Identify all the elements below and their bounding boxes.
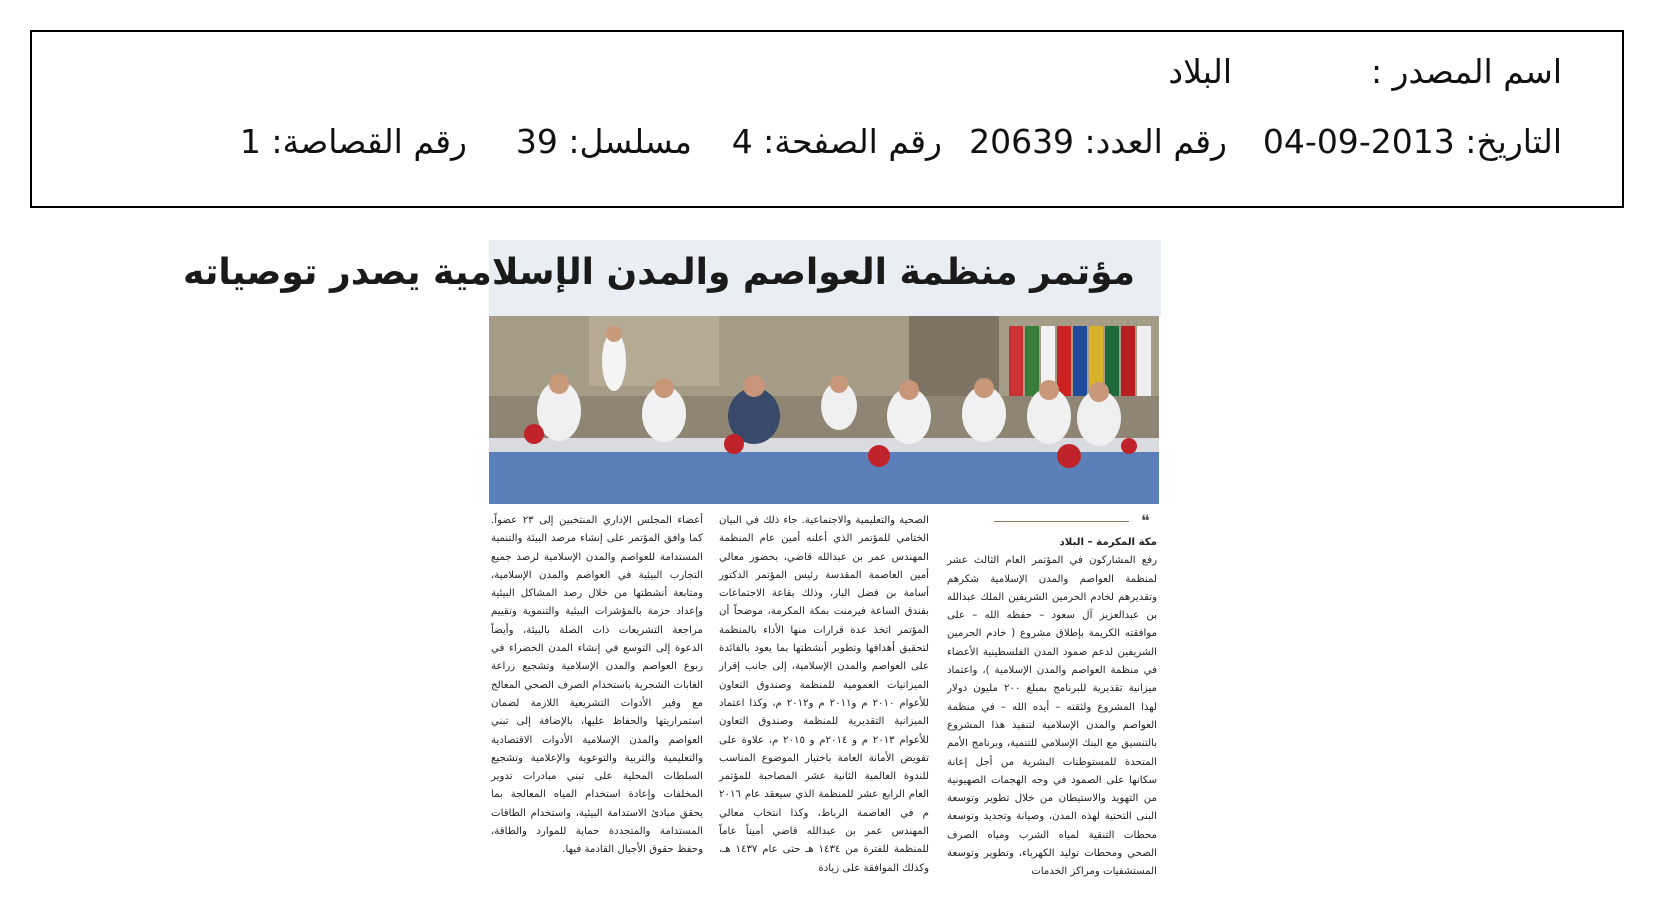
article-text-col1: رفع المشاركون في المؤتمر العام الثالث عشر لمنظمة العواصم والمدن الإسلامية شكرهم وتقديرهم لخادم الحرمين الشريفين الملك عبدالله بن عبدالعزيز آل سعود – حفظه الله – على موافقته الكريمة بإطلاق مشروع ( خادم الحرمين الشريفين لدعم صمود المدن الفلسطينية الأعضاء في منظمة العواصم والمدن الإسلامية )، واعتماد ميزانية تقديرية للبرنامج بمبلغ ٢٠٠ مليون دولار لهذا المشروع ولثقته – أيده الله – في منظمة العواصم والمدن الإسلامية لتنفيذ هذا المشروع بالتنسيق مع البنك الإسلامي للتنمية، وبرنامج الأمم المتحدة للمستوطنات البشرية من أجل إعانة سكانها على الصمود في وجه الهجمات الصهيونية من التهويد والاستيطان من خلال تطوير وتوسعة البنى التحتية لهذه المدن، وصيانة وتجديد وتوسعة محطات التنقية لمياه الشرب ومياه الصرف الصحي ومحطات توليد الكهرباء، وتطوير وتوسعة المستشفيات ومراكز الخدمات bbox=[947, 555, 1158, 878]
article-text-col3: أعضاء المجلس الإداري المنتخبين إلى ٢٣ عضواً. كما وافق المؤتمر على إنشاء مرصد البيئة والتنمية المستدامة للعواصم والمدن الإسلامية لرصد جميع التجارب البيئية في العواصم والمدن الإسلامية، ومتابعة أنشطتها من خلال رصد المشاكل البيئية وإعداد حزمة بالمؤشرات البيئية والتنموية وتقييم مراجعة التشريعات ذات الصلة بالبيئة، وأيضاً الدعوة إلى التوسع في إنشاء المدن الخضراء في ربوع العواصم والمدن الإسلامية وتشجيع زراعة الغابات الشجرية باستخدام الصرف الصحي المعالج مع وفير الأدوات التشريعية اللازمة لضمان استمراريتها والحفاظ عليها، بالإضافة إلى تبني العواصم والمدن الإسلامية الأدوات الاقتصادية والتعليمية والتربية والتوعوية والإعلامية وتشجيع السلطات المحلية على تبني مبادرات تدوير المخلفات وإعادة استخدام المياه المعالجة بما يحقق مبادئ الاستدامة البيئية، واستخدام الطاقات المستدامة والمتجددة حماية للموارد والطاقة، وحفظ حقوق الأجيال القادمة فيها. bbox=[491, 515, 703, 856]
article-column-1 bbox=[947, 512, 1157, 882]
article-column-3 bbox=[491, 512, 703, 860]
article-column-2 bbox=[719, 512, 929, 878]
source-info-box bbox=[30, 30, 1624, 208]
headline-banner bbox=[183, 240, 1161, 316]
date-field: التاريخ: 2013-09-04 bbox=[1262, 122, 1562, 161]
newspaper-clipping bbox=[183, 240, 1161, 910]
page-number: رقم الصفحة: 4 bbox=[731, 122, 942, 161]
article-headline: مؤتمر منظمة العواصم والمدن الإسلامية يصدر توصياته bbox=[183, 252, 1135, 293]
conference-photo bbox=[489, 316, 1159, 504]
article-dateline: مكة المكرمة – البلاد bbox=[1059, 537, 1157, 548]
source-value: البلاد bbox=[1168, 52, 1232, 91]
issue-number: رقم العدد: 20639 bbox=[969, 122, 1227, 161]
serial-number: مسلسل: 39 bbox=[515, 122, 692, 161]
clip-number: رقم القصاصة: 1 bbox=[239, 122, 467, 161]
source-label: اسم المصدر : bbox=[1370, 52, 1562, 91]
quote-mark: ❝ bbox=[1141, 511, 1150, 530]
article-text-col2: الصحية والتعليمية والاجتماعية. جاء ذلك في البيان الختامي للمؤتمر الذي أعلنه أمين عام المنظمة المهندس عمر بن عبدالله قاضي، بحضور معالي أمين العاصمة المقدسة رئيس المؤتمر الدكتور أسامة بن فضل البار، وذلك بقاعة الاجتماعات بفندق الساعة فيرمنت بمكة المكرمة، موضحاً أن المؤتمر اتخذ عدة قرارات منها الأداء بالمنظمة لتحقيق أهدافها وتطوير أنشطتها بما يعود بالفائدة على العواصم والمدن الإسلامية، إلى جانب إقرار الميزانيات العمومية للمنظمة وصندوق التعاون للأعوام ٢٠١٠ م و٢٠١١ م و٢٠١٢ م، وكذا اعتماد الميزانية التقديرية للمنظمة وصندوق التعاون للأعوام ٢٠١٣ م و ٢٠١٤م و ٢٠١٥ م، علاوة على تفويض الأمانة العامة باختيار الموضوع المناسب للندوة العالمية الثانية عشر المصاحبة للمؤتمر العام الرابع عشر للمنظمة الذي سيعقد عام ٢٠١٦ م في العاصمة الرباط، وكذا انتخاب معالي المهندس عمر بن عبدالله قاضي أميناً عاماً للمنظمة للفترة من ١٤٣٤ هـ حتى عام ١٤٣٧ هـ، وكذلك الموافقة على زيادة bbox=[719, 515, 929, 874]
